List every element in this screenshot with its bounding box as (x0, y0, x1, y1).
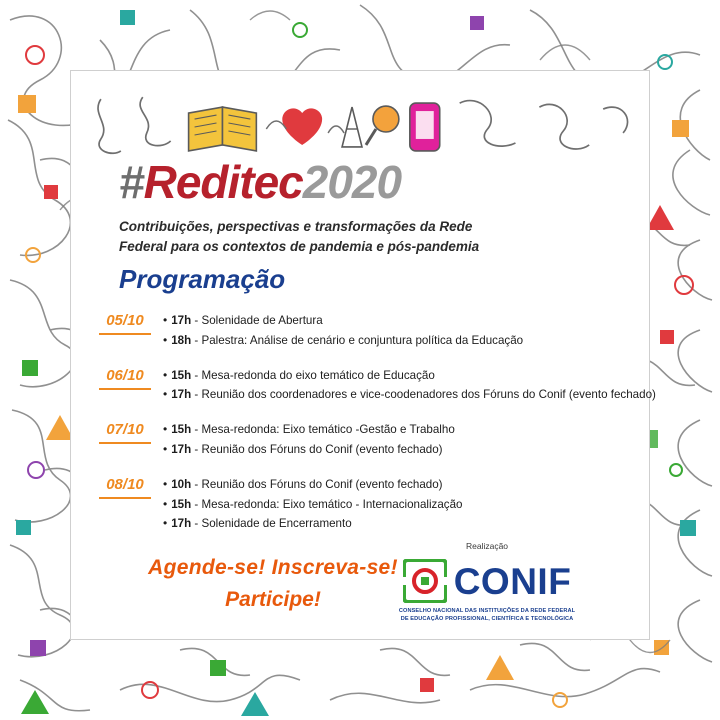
realization-block (387, 541, 587, 623)
heart-icon (282, 108, 322, 145)
bullet-icon: • (163, 516, 168, 531)
schedule-item (163, 331, 629, 351)
schedule-item-hour: 17h (171, 517, 192, 531)
title-block (119, 156, 609, 256)
schedule-day-items (163, 418, 629, 460)
schedule-day-items (163, 364, 656, 406)
bullet-icon: • (163, 313, 168, 327)
schedule-item-text: - Mesa-redonda: Eixo temático -Gestão e Trabalho (194, 423, 455, 437)
schedule-day-group (99, 309, 629, 351)
schedule-item-hour: 17h (171, 442, 192, 456)
schedule-item (163, 385, 656, 405)
schedule-day-items (163, 473, 629, 534)
bullet-icon: • (163, 387, 168, 402)
cta-line-2: Participe! (225, 588, 321, 611)
subtitle-line-2: Federal para os contextos de pandemia e pós-pandemia (119, 238, 480, 254)
schedule-date-badge: 08/10 (99, 474, 151, 499)
bullet-icon: • (163, 332, 168, 347)
conif-logo-tagline (387, 607, 587, 623)
title-name: Reditec (143, 156, 303, 208)
conif-logo-mark (403, 559, 447, 603)
realization-label: Realização (465, 541, 509, 551)
schedule-item (163, 475, 629, 495)
schedule-item-hour: 17h (171, 314, 192, 327)
call-to-action (123, 556, 423, 612)
bullet-icon: • (163, 476, 168, 491)
bullet-icon: • (163, 441, 168, 456)
schedule-item-hour: 18h (171, 333, 192, 347)
bullet-icon: • (163, 367, 168, 382)
bullet-icon: • (163, 422, 168, 437)
page-title (119, 156, 609, 208)
schedule-item (163, 514, 629, 534)
schedule-item (163, 495, 629, 515)
schedule-item-text: - Mesa-redonda do eixo temático de Educação (194, 368, 435, 382)
schedule-item-text: - Palestra: Análise de cenário e conjuntura política da Educação (194, 333, 524, 347)
schedule-item (163, 311, 629, 331)
schedule-item-text: - Reunião dos Fóruns do Conif (evento fechado) (194, 442, 443, 456)
schedule-item-hour: 10h (171, 477, 192, 491)
poster-card (70, 70, 656, 640)
schedule-item (163, 440, 629, 460)
conif-tagline-line-1: CONSELHO NACIONAL DAS INSTITUIÇÕES DA REDE FEDERAL (398, 608, 576, 614)
schedule-item-hour: 15h (171, 423, 192, 437)
bullet-icon: • (163, 496, 168, 511)
schedule-day-group (99, 364, 656, 406)
schedule-item (163, 366, 656, 386)
conif-logo-word: CONIF (453, 560, 572, 602)
schedule-item (163, 420, 629, 440)
schedule-item-text: - Solenidade de Abertura (194, 314, 323, 327)
conif-logo (387, 559, 587, 603)
schedule-day-group (99, 473, 629, 534)
schedule-date-badge: 05/10 (99, 310, 151, 335)
subtitle-line-1: Contribuições, perspectivas e transformações da Rede (119, 219, 473, 234)
title-hash: # (119, 156, 144, 208)
search-icon (366, 106, 399, 145)
conif-tagline-line-2: DE EDUCAÇÃO PROFISSIONAL, CIENTÍFICA E TECNOLÓGICA (400, 616, 574, 623)
book-icon (189, 107, 257, 151)
section-title: Programação (119, 264, 286, 294)
subtitle (119, 217, 609, 256)
title-year: 2020 (302, 156, 402, 208)
schedule-item-hour: 17h (171, 388, 192, 402)
schedule-day-group (99, 418, 629, 460)
schedule-item-text: - Reunião dos Fóruns do Conif (evento fechado) (194, 477, 443, 491)
smartphone-icon (410, 103, 440, 151)
schedule-date-badge: 07/10 (99, 419, 151, 444)
pencil-icon (342, 107, 362, 147)
schedule-item-hour: 15h (171, 497, 192, 511)
schedule-item-text: - Reunião dos coordenadores e vice-coodenadores dos Fóruns do Conif (evento fechado) (194, 388, 656, 402)
schedule-date-badge: 06/10 (99, 365, 151, 390)
schedule-item-text: - Solenidade de Encerramento (194, 517, 352, 531)
schedule-list (99, 309, 656, 547)
schedule-item-hour: 15h (171, 368, 192, 382)
cta-line-1: Agende-se! Inscreva-se! (148, 556, 398, 579)
schedule-day-items (163, 309, 629, 351)
schedule-item-text: - Mesa-redonda: Eixo temático - Internacionalização (194, 497, 463, 511)
